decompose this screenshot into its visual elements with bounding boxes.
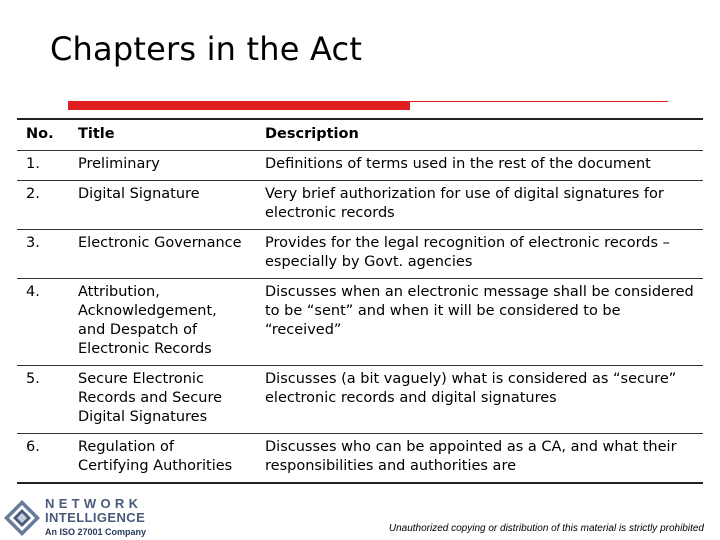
network-intelligence-logo [3, 497, 163, 539]
cell-no: 2. [17, 181, 69, 230]
slide-title: Chapters in the Act [50, 30, 363, 68]
cell-title: Preliminary [69, 151, 256, 181]
cell-description: Discusses who can be appointed as a CA, and what their responsibilities and authorities are [265, 439, 677, 474]
cell-no: 1. [17, 151, 69, 181]
cell-description: Discusses (a bit vaguely) what is considered as “secure” electronic records and digital signatures [256, 366, 703, 434]
cell-description: Very brief authorization for use of digital signatures for electronic records [256, 181, 703, 230]
chapters-table [17, 118, 703, 484]
logo-tagline: An ISO 27001 Company [45, 527, 147, 537]
cell-description: Provides for the legal recognition of electronic records – especially by Govt. agencies [256, 230, 703, 279]
table-row [17, 151, 703, 181]
cell-description: Definitions of terms used in the rest of the document [256, 151, 703, 181]
cell-description: Discusses when an electronic message shall be considered to be “sent” and when it will be considered to be “received” [256, 279, 703, 366]
logo-text-intelligence: INTELLIGENCE [45, 510, 146, 525]
header-no: No. [17, 119, 69, 151]
table-row [17, 230, 703, 279]
cell-title: Electronic Governance [69, 230, 256, 279]
cell-no: 3. [17, 230, 69, 279]
logo-text-network: NETWORK [45, 496, 143, 511]
header-description: Description [256, 119, 703, 151]
title-accent-line [410, 101, 668, 102]
table-row [17, 279, 703, 366]
header-title: Title [69, 119, 256, 151]
table-header-row [17, 119, 703, 151]
logo-diamond-icon [3, 499, 41, 537]
copyright-notice: Unauthorized copying or distribution of this material is strictly prohibited [388, 523, 704, 534]
table-row [17, 366, 703, 434]
cell-title: Attribution, Acknowledgement, and Despatch of Electronic Records [69, 279, 256, 366]
cell-title: Secure Electronic Records and Secure Digital Signatures [69, 366, 256, 434]
table-row [17, 434, 703, 484]
cell-title: Digital Signature [69, 181, 256, 230]
cell-no: 6. [26, 439, 40, 455]
cell-no: 4. [17, 279, 69, 366]
title-accent-bar [68, 101, 410, 110]
cell-title: Regulation of Certifying Authorities [78, 439, 233, 474]
cell-no: 5. [17, 366, 69, 434]
table-row [17, 181, 703, 230]
